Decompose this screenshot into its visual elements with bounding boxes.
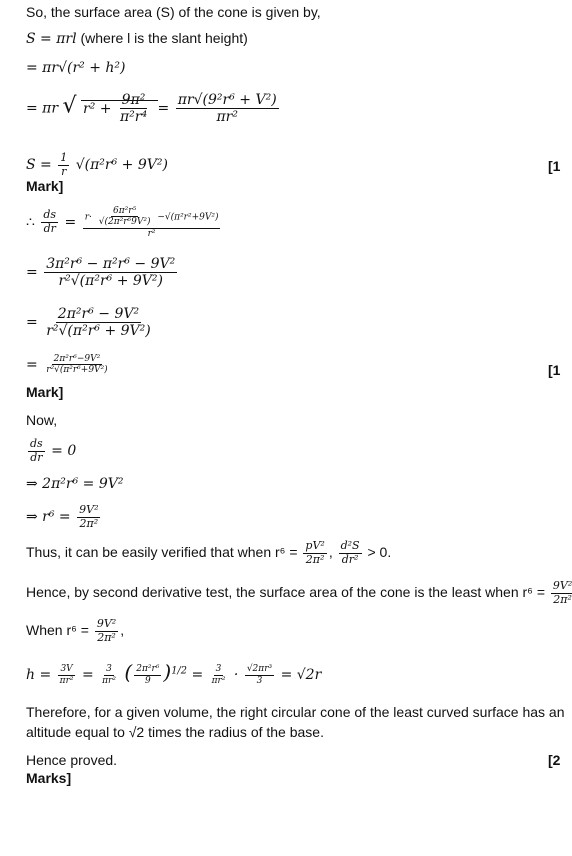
when-text: When r⁶ = [26,621,89,638]
step3-den: r²√(π²r⁶ + 9V²) [46,323,151,340]
equation-s-pirl [26,30,248,47]
eq3-num1: 9π² [121,92,146,108]
step4-num: 2π²r⁶−9V² [53,354,101,364]
eq3-den2: πr² [216,109,238,126]
step4-equals: = [26,356,38,373]
h-f4-den: 3 [256,675,263,686]
step2-num: 3π²r⁶ − π²r⁶ − 9V² [46,256,176,272]
deriv-inner-den: √(2π²r⁶9V²) [98,217,151,228]
thus-den2: dr² [341,552,359,566]
eq3-den1: π²r⁴ [119,109,148,126]
hence-text: Hence, by second derivative test, the surface area of the cone is the least when r⁶ = [26,583,545,600]
mark-2-open: [1 [548,362,561,378]
eq4-lhs: S = [26,157,52,174]
now-text: Now, [26,412,58,428]
eq3-equals: = [157,100,170,117]
intro-text: So, the surface area (S) of the cone is given by, [26,4,321,20]
equation-note: (where l is the slant height) [80,30,248,46]
when-den: 2π² [97,630,116,644]
when-line [26,618,124,644]
eq3-r2plus: r² + [83,100,112,117]
dsdr-num: ds [43,208,57,222]
thus-rhs: > 0. [367,543,392,560]
zero-num: ds [30,437,43,450]
mark-2-close: Mark] [26,384,64,400]
h-eq-1: = [81,667,94,683]
h-lhs: h = [26,667,52,683]
mark-3-close: Marks] [26,770,72,786]
step2-equals: = [26,264,38,281]
h-f3-den: πr² [211,675,226,686]
thus-den1: 2π² [305,552,325,566]
h-eq-2: = [191,667,204,683]
deriv-numerator [83,206,221,229]
thus-line [26,540,391,566]
h-rhs: = √2r [280,667,322,683]
h-f2-den: πr² [102,675,116,686]
conclusion-line-2: altitude equal to √2 times the radius of the base. [26,724,324,740]
h-f2-num: 3 [106,664,112,675]
equation-step-4 [26,354,112,376]
hence-num: 9V² [551,580,572,594]
equation-h [26,660,321,686]
eq4-frac-num: 1 [60,151,68,164]
eq3-prefix: = πr [26,100,59,117]
thus-text: Thus, it can be easily verified that when r⁶ = [26,543,298,560]
h-f1-den: πr² [59,675,74,686]
deriv-inner-num: 6π²r⁵ [113,206,137,216]
deriv-minus-sqrt: −√(π²r²+9V²) [157,212,219,223]
imp2-lhs: ⇒ r⁶ = [26,509,71,526]
equation-s-final [26,152,168,178]
when-num: 9V² [96,617,117,630]
paren-close: ) [163,660,172,684]
h-exponent: 1/2 [171,665,187,677]
zero-den: dr [30,450,43,464]
zero-rhs: = 0 [51,443,77,460]
equation-sqrt-r2-h2: = πr√(r² + h²) [26,60,126,76]
equation-derivative [26,206,222,239]
eq4-rhs: √(π²r⁶ + 9V²) [75,157,168,174]
imp2-num: 9V² [79,503,99,516]
deriv-denominator: r² [147,228,156,239]
imp2-den: 2π² [79,516,99,530]
hence-proved-text: Hence proved. [26,752,118,768]
equation-lhs: S = πrl [26,31,77,47]
conclusion-line-1: Therefore, for a given volume, the right circular cone of the least curved surface has an [26,704,565,720]
therefore-symbol: ∴ [26,214,35,231]
h-f3-num: 3 [215,664,222,675]
thus-num2: d²S [340,539,360,552]
thus-sep: , [328,543,333,560]
step3-equals: = [26,314,38,331]
eq4-frac-den: r [61,164,67,178]
step2-den: r²√(π²r⁶ + 9V²) [58,273,163,290]
hence-line [26,580,572,606]
step4-den: r²√(π²r⁶+9V²) [46,365,108,376]
mark-1-open: [1 [548,158,561,174]
h-p-num: 2π²r⁶ [136,664,160,675]
equation-dsdr-zero [26,438,76,464]
dsdr-den: dr [43,222,56,236]
equation-step-3 [26,306,155,339]
equation-step-2 [26,256,179,289]
mark-1-close: Mark] [26,178,64,194]
h-f1-num: 3V [60,664,73,675]
mark-3-open: [2 [548,752,561,768]
eq3-radicand [81,92,158,126]
deriv-equals: = [64,214,77,231]
deriv-inner-r: r· [84,212,92,223]
step3-num: 2π²r⁶ − 9V² [57,306,140,322]
when-tail: , [120,621,125,638]
h-dot: · [233,667,239,683]
equation-implies-1: ⇒ 2π²r⁶ = 9V² [26,476,124,492]
eq3-num2: πr√(9²r⁶ + V²) [177,92,277,108]
equation-substitution [26,92,281,125]
h-f4-num: √2πr³ [246,664,273,675]
thus-num1: pV² [305,539,325,552]
paren-open: ( [124,660,133,684]
equation-implies-2 [26,504,102,530]
h-p-den: 9 [144,675,151,686]
sqrt-sign: √ [62,93,77,119]
hence-den: 2π² [553,592,572,606]
